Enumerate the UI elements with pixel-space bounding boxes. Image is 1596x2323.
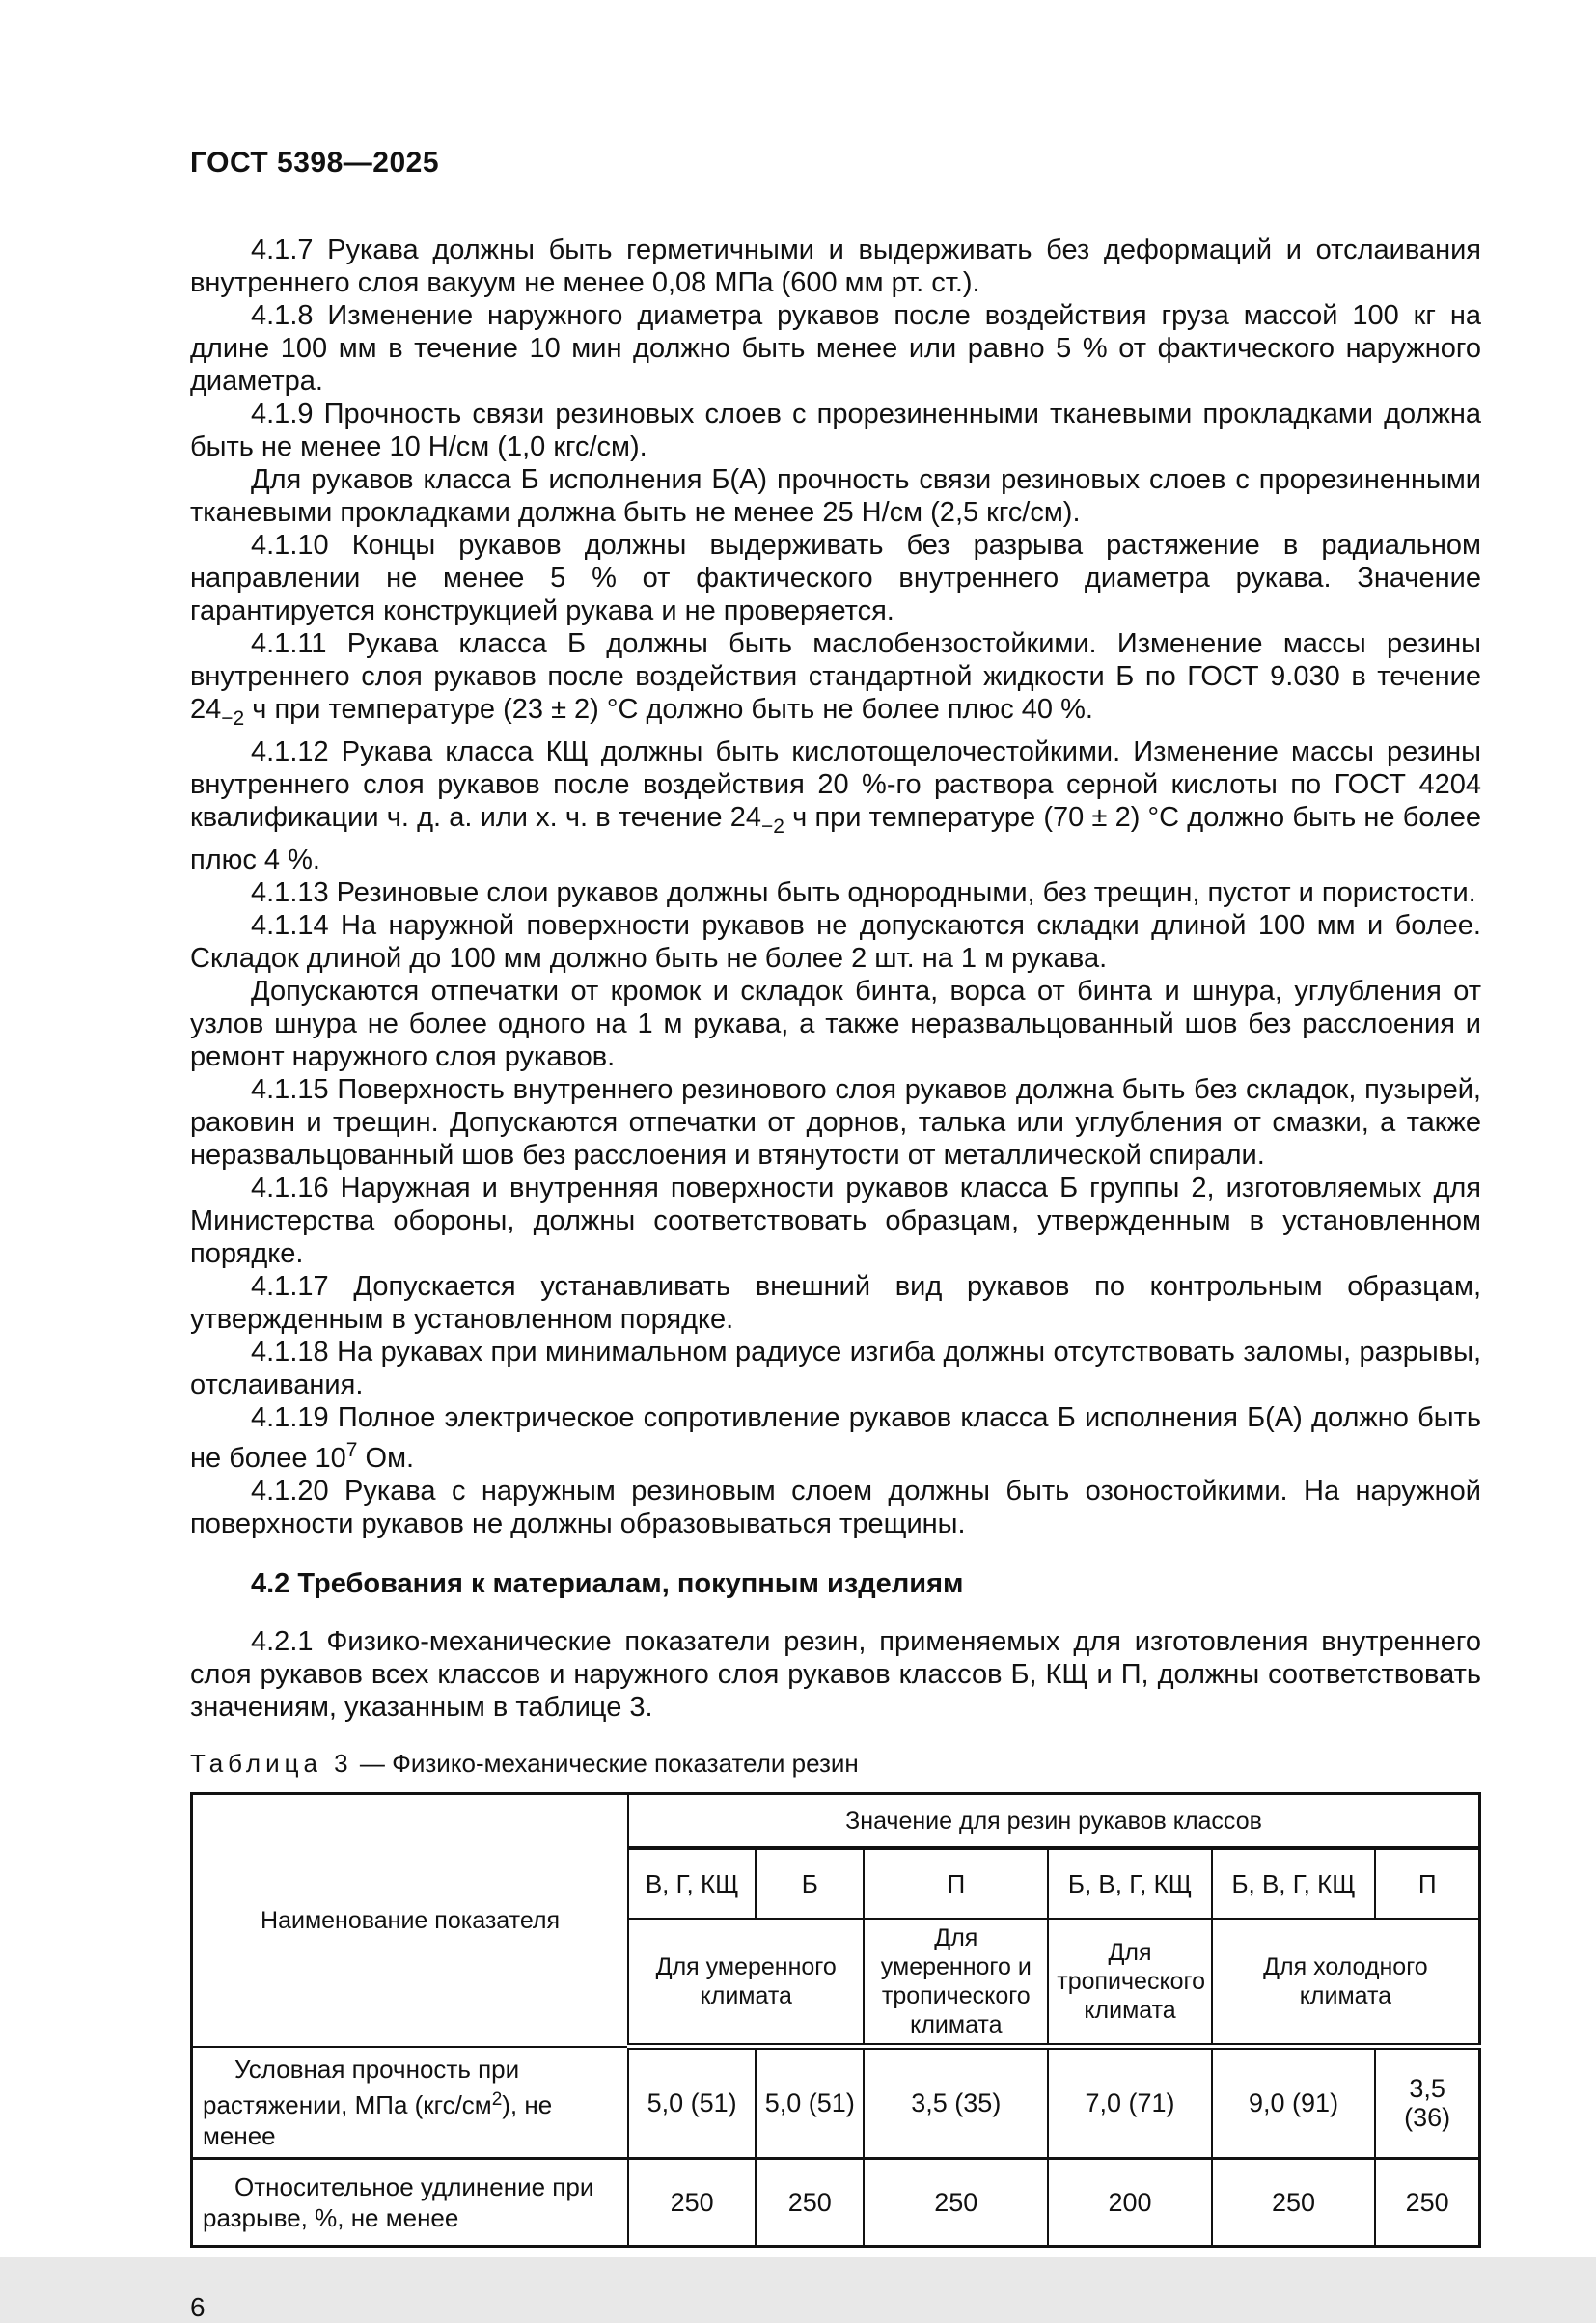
row-label-text: ), не менее [203,2089,553,2150]
row-label-text: Условная прочность при растяжении, МПа (кгс/см [203,2054,520,2119]
class-header-cell: В, Г, КЩ [628,1848,756,1919]
clause-4-1-9: 4.1.9 Прочность связи резиновых слоев с прорезиненными тканевыми прокладками должна быть не менее 10 Н/см (1,0 кгс/см). [190,399,1481,462]
class-header-cell: Б, В, Г, КЩ [1048,1848,1212,1919]
value-cell: 5,0 (51) [628,2047,756,2159]
clause-4-1-9-note: Для рукавов класса Б исполнения Б(А) прочность связи резиновых слоев с прорезиненными тканевыми прокладками должна быть не менее 25 Н/см (2,5 кгс/см). [190,464,1481,528]
row-label: Относительное удлинение при разрыве, %, не менее [192,2158,629,2246]
clause-text: ч при температуре (23 ± 2) °С должно быть не более плюс 40 %. [244,694,1093,725]
clause-4-1-20: 4.1.20 Рукава с наружным резиновым слоем должны быть озоностойкими. На наружной поверхности рукавов не должны образовываться трещины. [190,1476,1481,1539]
values-span-header: Значение для резин рукавов классов [628,1794,1479,1849]
clause-4-1-14-note: Допускаются отпечатки от кромок и складок бинта, ворса от бинта и шнура, углубления от узлов шнура не более одного на 1 м рукава, а также неразвальцованный шов без расслоения и ремонт наружного слоя рукавов. [190,976,1481,1072]
value-cell: 200 [1048,2158,1212,2246]
superscript-value: 7 [345,1439,358,1461]
clause-text: 4.1.11 Рукава класса Б должны быть маслобензостойкими. Изменение массы резины внутреннего слоя рукавов после воздействия стандартной жидкости Б по ГОСТ 9.030 в течение 24 [190,628,1481,725]
table-caption-text: — Физико-механические показатели резин [359,1749,859,1778]
clause-text: ч при температуре (70 ± 2) °С должно быть не более плюс 4 %. [190,802,1481,875]
clause-4-1-7: 4.1.7 Рукава должны быть герметичными и выдерживать без деформаций и отслаивания внутреннего слоя вакуум не менее 0,08 МПа (600 мм рт. ст.). [190,235,1481,298]
value-cell: 3,5 (35) [864,2047,1048,2159]
clause-text: Ом. [357,1443,415,1474]
value-cell: 250 [1375,2158,1479,2246]
value-cell: 5,0 (51) [756,2047,864,2159]
clause-4-1-17: 4.1.17 Допускается устанавливать внешний вид рукавов по контрольным образцам, утвержденным в установленном порядке. [190,1271,1481,1335]
section-4-2-heading: 4.2 Требования к материалам, покупным изделиям [251,1568,964,1599]
clause-4-1-19 [190,1401,1481,1475]
row-label [192,2047,629,2159]
value-cell: 9,0 (91) [1212,2047,1376,2159]
subscript-value: −2 [221,707,245,730]
clause-4-1-10: 4.1.10 Концы рукавов должны выдерживать без разрыва растяжение в радиальном направлении не менее 5 % от фактического внутреннего диаметра рукава. Значение гарантируется конструкцией рукава и не проверяется. [190,530,1481,626]
climate-header-cell: Для умеренного климата [628,1919,864,2047]
clause-4-2-1: 4.2.1 Физико-механические показатели резин, применяемых для изготовления внутреннего слоя рукавов всех классов и наружного слоя рукавов классов Б, КЩ и П, должны соответствовать значениям, указанным в таблице 3. [190,1626,1481,1723]
climate-header-cell: Для тропического климата [1048,1919,1212,2047]
name-column-header: Наименование показателя [192,1794,629,2047]
value-cell: 250 [628,2158,756,2246]
value-cell: 3,5 (36) [1375,2047,1479,2159]
clause-4-1-11 [190,627,1481,735]
row-elongation [192,2158,1480,2246]
clause-4-1-18: 4.1.18 На рукавах при минимальном радиусе изгиба должны отсутствовать заломы, разрывы, отслаивания. [190,1337,1481,1400]
climate-header-cell: Для умеренного и тропического климата [864,1919,1048,2047]
climate-header-cell: Для холодного климата [1212,1919,1480,2047]
table-caption-label: Таблица 3 [190,1749,353,1778]
class-header-cell: Б, В, Г, КЩ [1212,1848,1376,1919]
subscript-value: −2 [761,816,784,838]
clause-text: 4.1.12 Рукава класса КЩ должны быть кислотощелочестойкими. Изменение массы резины внутреннего слоя рукавов после воздействия 20 %-го раствора серной кислоты по ГОСТ 4204 квалификации ч. д. а. или х. ч. в течение 24 [190,736,1481,833]
row-tensile-strength [192,2047,1480,2159]
clause-4-1-16: 4.1.16 Наружная и внутренняя поверхности рукавов класса Б группы 2, изготовляемых для Министерства обороны, должны соответствовать образцам, утвержденным в установленном порядке. [190,1173,1481,1269]
class-header-cell: П [864,1848,1048,1919]
page-header: ГОСТ 5398—2025 [190,147,440,179]
class-header-cell: П [1375,1848,1479,1919]
clause-4-1-15: 4.1.15 Поверхность внутреннего резинового слоя рукавов должна быть без складок, пузырей, раковин и трещин. Допускаются отпечатки от дорнов, талька или углубления от смазки, а также неразвальцованный шов без расслоения и втянутости от металлической спирали. [190,1074,1481,1171]
clause-4-1-12 [190,735,1481,876]
materials-table [190,1792,1481,2248]
clause-4-1-14: 4.1.14 На наружной поверхности рукавов не допускаются складки длиной 100 мм и более. Складок длиной до 100 мм должно быть не более 2 шт. на 1 м рукава. [190,910,1481,974]
value-cell: 250 [864,2158,1048,2246]
table-caption [190,1749,1481,1779]
clause-text: 4.1.19 Полное электрическое сопротивление рукавов класса Б исполнения Б(А) должно быть не более 10 [190,1402,1481,1474]
clause-4-1-8: 4.1.8 Изменение наружного диаметра рукавов после воздействия груза массой 100 кг на длине 100 мм в течение 10 мин должно быть менее или равно 5 % от фактического наружного диаметра. [190,300,1481,397]
superscript-value: 2 [491,2088,503,2110]
class-header-cell: Б [756,1848,864,1919]
clause-4-1-13: 4.1.13 Резиновые слои рукавов должны быть однородными, без трещин, пустот и пористости. [251,877,1476,908]
page-number: 6 [190,2291,206,2322]
content [190,234,1481,2323]
value-cell: 7,0 (71) [1048,2047,1212,2159]
value-cell: 250 [756,2158,864,2246]
value-cell: 250 [1212,2158,1376,2246]
